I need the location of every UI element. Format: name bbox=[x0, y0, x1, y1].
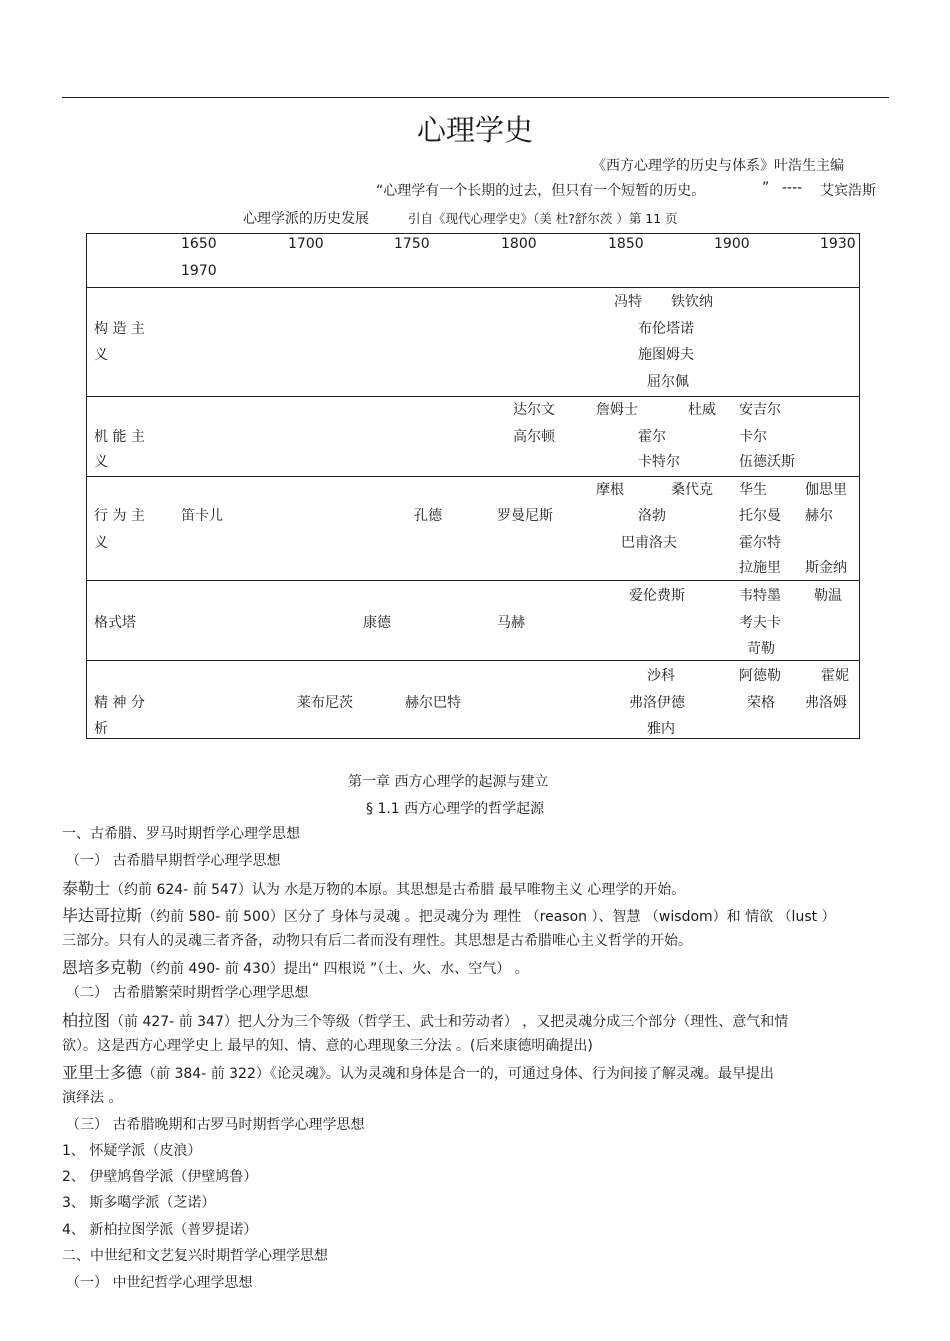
person-name: 马赫 bbox=[497, 615, 525, 631]
person-name: 高尔顿 bbox=[513, 429, 555, 445]
quote-author: 艾宾浩斯 bbox=[820, 183, 876, 199]
person-name: 雅内 bbox=[647, 721, 675, 737]
person-name: 巴甫洛夫 bbox=[621, 535, 677, 551]
person-name: 托尔曼 bbox=[739, 508, 781, 524]
school-label-psychoanalysis: 精 神 分 bbox=[94, 695, 145, 711]
subheading: （三） 古希腊晚期和古罗马时期哲学心理学思想 bbox=[66, 1117, 365, 1133]
person-name: 笛卡儿 bbox=[181, 508, 223, 524]
list-item: 4、 新柏拉图学派（普罗提诺） bbox=[62, 1222, 258, 1238]
philosopher-name: 恩培多克勒 bbox=[62, 958, 143, 977]
row-divider bbox=[87, 287, 859, 288]
person-name: 达尔文 bbox=[513, 402, 555, 418]
person-name: 莱布尼茨 bbox=[297, 695, 353, 711]
person-name: 荣格 bbox=[747, 695, 775, 711]
person-name: 施图姆夫 bbox=[638, 347, 694, 363]
person-name: 卡尔 bbox=[739, 429, 767, 445]
year-label: 1700 bbox=[288, 236, 324, 252]
paragraph-text: （前 427- 前 347）把人分为三个等级（哲学王、武士和劳动者） ，又把灵魂分成三个部分（理性、意气和情 bbox=[110, 1014, 789, 1030]
person-name: 摩根 bbox=[596, 482, 624, 498]
quote-close: ” bbox=[762, 180, 770, 196]
year-label: 1930 bbox=[820, 236, 856, 252]
person-name: 华生 bbox=[739, 482, 767, 498]
person-name: 勒温 bbox=[814, 588, 842, 604]
person-name: 铁钦纳 bbox=[671, 294, 713, 310]
paragraph-text: 演绎法 。 bbox=[62, 1090, 123, 1106]
year-label: 1800 bbox=[501, 236, 537, 252]
person-name: 爱伦费斯 bbox=[629, 588, 685, 604]
table-citation: 引自《现代心理学史》（美 杜?舒尔茨 ）第 11 页 bbox=[408, 211, 678, 226]
person-name: 伽思里 bbox=[805, 482, 847, 498]
quote-text: “心理学有一个长期的过去，但只有一个短暂的历史。 bbox=[376, 183, 706, 199]
paragraph-empedocles bbox=[62, 955, 529, 978]
person-name: 苛勒 bbox=[747, 641, 775, 657]
schools-history-table bbox=[86, 233, 860, 739]
subheading: （二） 古希腊繁荣时期哲学心理学思想 bbox=[66, 985, 309, 1001]
person-name: 屈尔佩 bbox=[647, 374, 689, 390]
person-name: 阿德勒 bbox=[739, 668, 781, 684]
person-name: 霍尔特 bbox=[739, 535, 781, 551]
person-name: 卡特尔 bbox=[638, 454, 680, 470]
school-label-gestalt: 格式塔 bbox=[94, 615, 136, 631]
person-name: 杜威 bbox=[688, 402, 716, 418]
source-line: 《西方心理学的历史与体系》叶浩生主编 bbox=[592, 158, 844, 174]
row-divider bbox=[87, 396, 859, 397]
row-divider bbox=[87, 476, 859, 477]
person-name: 霍妮 bbox=[821, 668, 849, 684]
list-item: 3、 斯多噶学派（芝诺） bbox=[62, 1195, 216, 1211]
year-label: 1850 bbox=[608, 236, 644, 252]
subheading: （一） 中世纪哲学心理学思想 bbox=[66, 1275, 253, 1291]
paragraph-text: 三部分。只有人的灵魂三者齐备，动物只有后二者而没有理性。其思想是古希腊唯心主义哲学的开始。 bbox=[62, 933, 692, 949]
row-divider bbox=[87, 660, 859, 661]
school-label-behaviorism: 行 为 主 bbox=[94, 508, 145, 524]
year-label: 1650 bbox=[181, 236, 217, 252]
person-name: 安吉尔 bbox=[739, 402, 781, 418]
philosopher-name: 柏拉图 bbox=[62, 1011, 111, 1030]
school-label-psychoanalysis: 析 bbox=[94, 721, 108, 737]
person-name: 伍德沃斯 bbox=[739, 454, 795, 470]
chapter-heading: 第一章 西方心理学的起源与建立 bbox=[348, 774, 549, 790]
paragraph-text: （约前 490- 前 430）提出“ 四根说 ”（土、火、水、空气） 。 bbox=[142, 961, 529, 977]
person-name: 孔德 bbox=[414, 508, 442, 524]
heading-2: 二、中世纪和文艺复兴时期哲学心理学思想 bbox=[62, 1248, 328, 1264]
person-name: 洛勃 bbox=[638, 508, 666, 524]
paragraph-text: 欲）。这是西方心理学史上 最早的知、情、意的心理现象三分法 。(后来康德明确提出) bbox=[62, 1038, 593, 1054]
table-caption: 心理学派的历史发展 bbox=[243, 211, 369, 227]
paragraph-aristotle bbox=[62, 1060, 774, 1083]
person-name: 赫尔 bbox=[805, 508, 833, 524]
paragraph-plato bbox=[62, 1008, 788, 1031]
philosopher-name: 毕达哥拉斯 bbox=[62, 906, 143, 925]
list-item: 2、 伊壁鸠鲁学派（伊壁鸠鲁） bbox=[62, 1169, 258, 1185]
person-name: 弗洛伊德 bbox=[629, 695, 685, 711]
school-label-functionalism: 机 能 主 bbox=[94, 429, 145, 445]
person-name: 冯特 bbox=[614, 294, 642, 310]
paragraph-text: （约前 624- 前 547）认为 水是万物的本原。其思想是古希腊 最早唯物主义 心理学的开始。 bbox=[110, 882, 686, 898]
subheading: （一） 古希腊早期哲学心理学思想 bbox=[66, 853, 281, 869]
row-divider bbox=[87, 580, 859, 581]
paragraph-text: （前 384- 前 322）《论灵魂》。认为灵魂和身体是合一的，可通过身体、行为间接了解灵魂。最早提出 bbox=[142, 1066, 774, 1082]
person-name: 弗洛姆 bbox=[805, 695, 847, 711]
school-label-structuralism: 构 造 主 bbox=[94, 321, 145, 337]
year-label: 1900 bbox=[714, 236, 750, 252]
paragraph-pythagoras bbox=[62, 903, 836, 926]
paragraph-text: （约前 580- 前 500）区分了 身体与灵魂 。把灵魂分为 理性 （reason ）、智慧 （wisdom）和 情欲 （lust ） bbox=[142, 909, 836, 925]
person-name: 詹姆士 bbox=[596, 402, 638, 418]
page-title: 心理学史 bbox=[416, 113, 533, 147]
top-rule bbox=[62, 97, 889, 98]
person-name: 沙科 bbox=[647, 668, 675, 684]
person-name: 罗曼尼斯 bbox=[497, 508, 553, 524]
person-name: 赫尔巴特 bbox=[405, 695, 461, 711]
quote-dash: ---- bbox=[782, 180, 803, 196]
person-name: 拉施里 bbox=[739, 560, 781, 576]
school-label-functionalism: 义 bbox=[94, 454, 108, 470]
section-heading: § 1.1 西方心理学的哲学起源 bbox=[366, 801, 545, 817]
list-item: 1、 怀疑学派（皮浪） bbox=[62, 1143, 202, 1159]
philosopher-name: 亚里士多德 bbox=[62, 1063, 143, 1082]
person-name: 霍尔 bbox=[638, 429, 666, 445]
year-label: 1970 bbox=[181, 263, 217, 279]
year-label: 1750 bbox=[394, 236, 430, 252]
school-label-behaviorism: 义 bbox=[94, 535, 108, 551]
philosopher-name: 泰勒士 bbox=[62, 879, 111, 898]
person-name: 康德 bbox=[363, 615, 391, 631]
paragraph-thales bbox=[62, 876, 685, 899]
person-name: 斯金纳 bbox=[805, 560, 847, 576]
person-name: 韦特墨 bbox=[739, 588, 781, 604]
person-name: 布伦塔诺 bbox=[638, 321, 694, 337]
school-label-structuralism: 义 bbox=[94, 347, 108, 363]
person-name: 桑代克 bbox=[671, 482, 713, 498]
heading-1: 一、古希腊、罗马时期哲学心理学思想 bbox=[62, 826, 300, 842]
person-name: 考夫卡 bbox=[739, 615, 781, 631]
